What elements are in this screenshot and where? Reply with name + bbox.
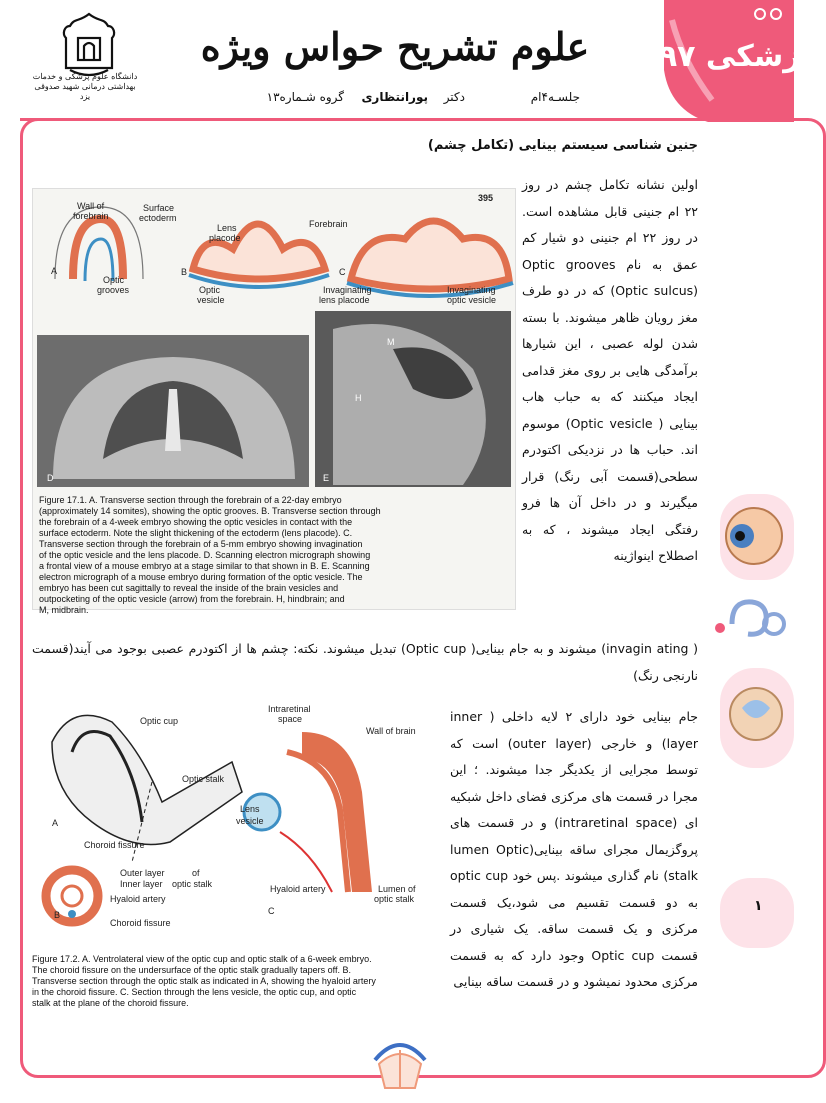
label-optic-cup: Optic cup: [140, 716, 179, 726]
panel-c2-label: C: [268, 906, 275, 916]
label-forebrain-wall: forebrain: [73, 211, 109, 221]
label-optic-stalk-b: optic stalk: [172, 879, 213, 889]
label-lens-placode: lens placode: [319, 295, 370, 305]
caption-line: the forebrain of a 4-week embryo showing the optic vesicles in contact with the: [39, 517, 353, 527]
label-outer-layer: Outer layer: [120, 868, 165, 878]
class-badge: [652, 0, 814, 122]
figure-17-1-caption: [39, 495, 511, 616]
panel-d-label: D: [47, 473, 54, 483]
caption-line: a frontal view of a mouse embryo at a stage similar to that shown in B. E. Scanning: [39, 561, 370, 571]
label-optic-stalk: Optic stalk: [182, 774, 225, 784]
label-vesicle: vesicle: [197, 295, 225, 305]
label-optic-b: Optic: [199, 285, 221, 295]
label-grooves: grooves: [97, 285, 130, 295]
instructor-prefix: دکتر: [443, 90, 465, 104]
label-choroid-fissure-b: Choroid fissure: [110, 918, 171, 928]
caption-line: outpocketing of the optic vesicle (arrow) from the forebrain. H, hindbrain; and: [39, 594, 345, 604]
label-surface: Surface: [143, 203, 175, 213]
caption-line: Figure 17.1. A. Transverse section through the forebrain of a 22-day embryo: [39, 495, 342, 505]
caption-line: Figure 17.2. A. Ventrolateral view of the optic cup and optic stalk of a 6-week embryo.: [32, 954, 372, 964]
label-forebrain: Forebrain: [309, 219, 348, 229]
label-wall-of-brain: Wall of brain: [366, 726, 416, 736]
label-optic-vesicle-c: optic vesicle: [447, 295, 497, 305]
session-info: [250, 90, 580, 110]
label-lens-c: Lens: [240, 804, 260, 814]
instructor-name: پورانتظاری: [361, 90, 428, 104]
panel-c-label: C: [339, 267, 346, 277]
inner-ear-icon: [712, 668, 794, 768]
eye-icon: [712, 494, 794, 580]
caption-line: surface ectoderm. Note the slight thickening of the ectoderm (lens placode). C.: [39, 528, 353, 538]
label-hyaloid-artery-c: Hyaloid artery: [270, 884, 326, 894]
caption-line: in the choroid fissure. C. Section through the lens vesicle, the optic cup, and optic: [32, 987, 357, 997]
page-number: ۱: [754, 898, 763, 914]
badge-text: پزشکی ۹۷: [658, 39, 814, 74]
label-lumen: Lumen of: [378, 884, 416, 894]
panel-a-label: A: [51, 266, 58, 276]
caption-line: M, midbrain.: [39, 605, 89, 615]
cochlea-icon: [365, 1030, 435, 1090]
figure1-page-number: 395: [477, 193, 493, 203]
label-invaginating-1: Invaginating: [323, 285, 372, 295]
caption-line: Transverse section through the optic stalk as indicated in A, showing the hyaloid artery: [32, 976, 376, 986]
label-vesicle-c: vesicle: [236, 816, 264, 826]
page-title: علوم تشریح حواس ویژه: [200, 24, 590, 69]
panel-a2-label: A: [52, 818, 59, 828]
caption-line: embryo has been cut sagittally to reveal the inside of the brain vesicles and: [39, 583, 339, 593]
paragraph-1-continued: ( invagin ating) میشوند و به جام بینایی( Optic cup) تبدیل میشوند. نکته: چشم ها از اکتودرم عصبی بوجود می آیند(قسمت نارنجی رنگ): [32, 641, 698, 683]
label-placode: placode: [209, 233, 241, 243]
label-of: of: [192, 868, 200, 878]
label-optic-stalk-c: optic stalk: [374, 894, 415, 904]
label-wall-of: Wall of: [77, 201, 105, 211]
paragraph-1: اولین نشانه تکامل چشم در روز ۲۲ ام جنینی قابل مشاهده است. در روز ۲۲ ام جنینی دو شیار کم عمق به نام Optic grooves (Optic sulcus) که در دو طرف مغز رویان ظاهر میشوند. با بسته شدن لوله عصبی ، این شیارها برآمدگی هایی بر روی مغز قدامی ایجاد میکنند که به حباب هاب بینایی ( Optic vesicle) موسوم اند. حباب ها در نزدیکی اکتودرم سطحی(قسمت آبی رنگ) قرار میگیرند و در داخل آن ها فرو رفتگی ایجاد میشوند ، که به اصطلاح اینواژینه: [522, 177, 698, 563]
caption-line: electron micrograph of a mouse embryo during formation of the optic vesicle. The: [39, 572, 363, 582]
label-m: M: [387, 337, 395, 347]
institution-name: دانشگاه علوم پزشکی و خدمات بهداشتی درمانی شهید صدوقی یزد: [32, 72, 138, 101]
caption-line: stalk at the plane of the choroid fissure.: [32, 998, 189, 1008]
label-inner-layer: Inner layer: [120, 879, 163, 889]
paragraph-2: جام بینایی خود دارای ۲ لایه داخلی ( inner layer) و خارجی (outer layer) است که توسط مجرایی از یکدیگر جدا میشوند. ؛ این مجرا در قسمت های مرکزی فضای داخل شبکیه ای (intraretinal space) و در قسمت های پروگزیمال مجرای ساقه بینایی(lumen Optic stalk) نام گذاری میشوند .پس خود optic cup به دو قسمت تقسیم می شود،یک قسمت مرکزی و یک قسمت ساقه. یک شیاری در قسمت Optic cup وجود دارد که به قسمت مرکزی محدود نمیشود و در قسمت ساقه بینایی: [450, 709, 699, 989]
page-number-tab: [712, 878, 794, 948]
label-choroid-fissure: Choroid fissure: [84, 840, 145, 850]
figure-17-2-caption: [32, 954, 438, 1009]
label-ectoderm: ectoderm: [139, 213, 177, 223]
caption-line: of the optic vesicle and the lens placode. D. Scanning electron micrograph showing: [39, 550, 371, 560]
label-h: H: [355, 393, 362, 403]
session-number: جلسـه۴ام: [530, 90, 580, 104]
label-intraretinal: Intraretinal: [268, 704, 311, 714]
panel-b2-label: B: [54, 910, 61, 920]
label-invaginating-2: Invaginating: [447, 285, 496, 295]
label-lens: Lens: [217, 223, 237, 233]
group-number: گروه شـماره۱۳: [266, 90, 344, 104]
figure-17-1: [32, 188, 516, 615]
section-heading: جنین شناسی سیستم بینایی (تکامل چشم): [427, 138, 698, 153]
label-hyaloid-artery: Hyaloid artery: [110, 894, 166, 904]
ear-icon: [712, 594, 794, 652]
label-optic: Optic: [103, 275, 125, 285]
figure-17-2-drawing: [32, 692, 438, 954]
panel-e-label: E: [323, 473, 330, 483]
caption-line: (approximately 14 somites), showing the optic grooves. B. Transverse section through: [39, 506, 381, 516]
caption-line: The choroid fissure on the undersurface of the optic stalk gradually tapers off. B.: [32, 965, 352, 975]
label-space: space: [278, 714, 303, 724]
panel-b-label: B: [181, 267, 188, 277]
caption-line: Transverse section through the forebrain of a 5-mm embryo showing invagination: [39, 539, 363, 549]
figure-17-2: [32, 692, 438, 1024]
